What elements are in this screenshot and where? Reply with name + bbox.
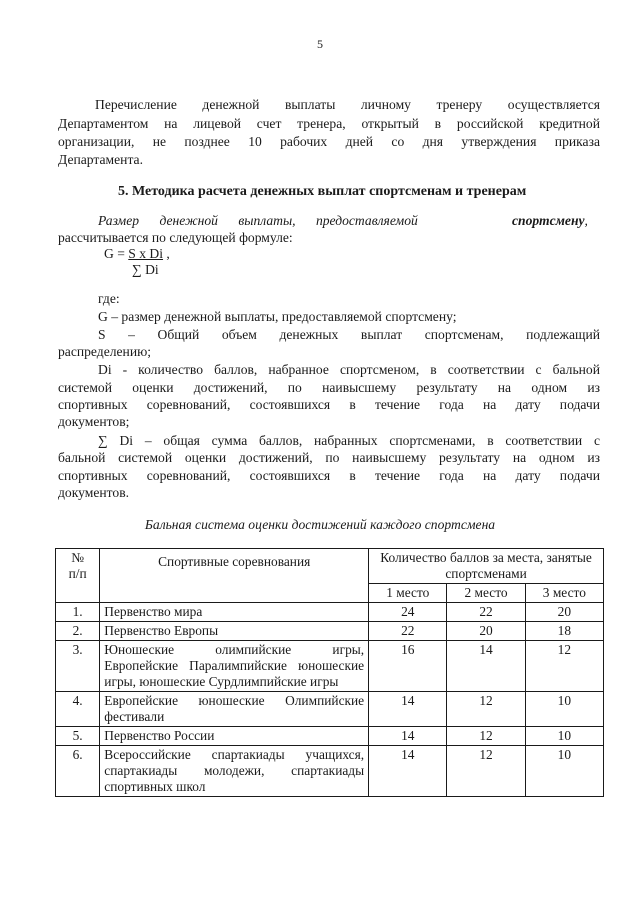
row-num: 2. [56, 622, 100, 641]
table-row [56, 746, 604, 797]
intro-line-3: организации, не позднее 10 рабочих дней со дня утверждения приказа [58, 134, 600, 149]
def-s-line-1: S – Общий объем денежных выплат спортсменам, подлежащий [98, 327, 600, 342]
formula-denominator: ∑ Di [132, 262, 159, 277]
def-s-line-2: распределению; [58, 344, 152, 359]
def-di-line-2: системой оценки достижений, по наивысшему результату на одном из [58, 380, 600, 395]
row-place-2: 20 [447, 622, 525, 641]
where-label: где: [98, 291, 120, 306]
row-competition: Европейские юношеские Олимпийские фестивали [100, 692, 369, 727]
header-num: № п/п [56, 549, 100, 603]
table-caption: Бальная система оценки достижений каждого спортсмена [144, 517, 496, 532]
header-place-2: 2 место [447, 584, 525, 603]
row-place-3: 12 [525, 641, 603, 692]
row-place-1: 14 [369, 692, 447, 727]
formula-numerator: S x Di [128, 246, 164, 261]
intro-line-4: Департамента. [58, 152, 143, 167]
row-num: 4. [56, 692, 100, 727]
row-competition: Первенство Европы [100, 622, 369, 641]
def-sum-line-1: ∑ Di – общая сумма баллов, набранных спортсменами, в соответствии с [98, 433, 600, 448]
table-header-row [56, 549, 604, 584]
def-di-line-4: документов; [58, 414, 130, 429]
header-place-3: 3 место [525, 584, 603, 603]
def-sum-line-2: бальной системой оценки достижений, по наивысшему результату на одном из [58, 450, 600, 465]
formula-suffix: , [163, 246, 170, 261]
row-place-3: 10 [525, 746, 603, 797]
row-place-2: 12 [447, 727, 525, 746]
row-competition: Юношеские олимпийские игры, Европейские Паралимпийские юношеские игры, юношеские Сурдлимпийские игры [100, 641, 369, 692]
section-heading: 5. Методика расчета денежных выплат спортсменам и тренерам [118, 184, 527, 199]
def-sum-line-4: документов. [58, 485, 130, 500]
row-num: 1. [56, 603, 100, 622]
row-place-3: 10 [525, 692, 603, 727]
row-place-2: 12 [447, 746, 525, 797]
row-place-2: 14 [447, 641, 525, 692]
row-place-2: 22 [447, 603, 525, 622]
row-place-1: 14 [369, 727, 447, 746]
row-place-1: 16 [369, 641, 447, 692]
formula-intro-line-2: рассчитывается по следующей формуле: [58, 230, 293, 245]
score-table [55, 548, 604, 797]
header-places-group: Количество баллов за места, занятые спортсменами [369, 549, 604, 584]
formula-intro-end [512, 212, 588, 229]
row-place-3: 20 [525, 603, 603, 622]
def-g: G – размер денежной выплаты, предоставляемой спортсмену; [98, 309, 457, 324]
row-place-1: 24 [369, 603, 447, 622]
row-place-3: 18 [525, 622, 603, 641]
row-num: 6. [56, 746, 100, 797]
row-place-2: 12 [447, 692, 525, 727]
row-place-1: 14 [369, 746, 447, 797]
row-competition: Всероссийские спартакиады учащихся, спартакиады молодежи, спартакиады спортивных школ [100, 746, 369, 797]
header-competitions: Спортивные соревнования [100, 549, 369, 603]
formula-intro-bold: спортсмену [512, 213, 585, 228]
row-place-1: 22 [369, 622, 447, 641]
formula-line [104, 245, 170, 262]
row-num: 3. [56, 641, 100, 692]
formula-lhs: G = [104, 246, 129, 261]
intro-line-2: Департаментом на лицевой счет тренера, открытый в российской кредитной [58, 116, 600, 131]
table-row [56, 727, 604, 746]
table-row [56, 622, 604, 641]
table-row [56, 692, 604, 727]
page-number: 5 [317, 37, 323, 51]
row-num: 5. [56, 727, 100, 746]
def-sum-line-3: спортивных соревнований, состоявшихся в течение года на дату подачи [58, 468, 600, 483]
def-di-line-3: спортивных соревнований, состоявшихся в течение года на дату подачи [58, 397, 600, 412]
table-row [56, 641, 604, 692]
formula-intro-italic: Размер денежной выплаты, предоставляемой [98, 213, 418, 228]
table-row [56, 603, 604, 622]
formula-intro-trailing: , [584, 213, 588, 228]
intro-line-1: Перечисление денежной выплаты личному тренеру осуществляется [95, 97, 600, 112]
header-place-1: 1 место [369, 584, 447, 603]
row-competition: Первенство мира [100, 603, 369, 622]
row-competition: Первенство России [100, 727, 369, 746]
row-place-3: 10 [525, 727, 603, 746]
def-di-line-1: Di - количество баллов, набранное спортсменом, в соответствии с бальной [98, 362, 600, 377]
